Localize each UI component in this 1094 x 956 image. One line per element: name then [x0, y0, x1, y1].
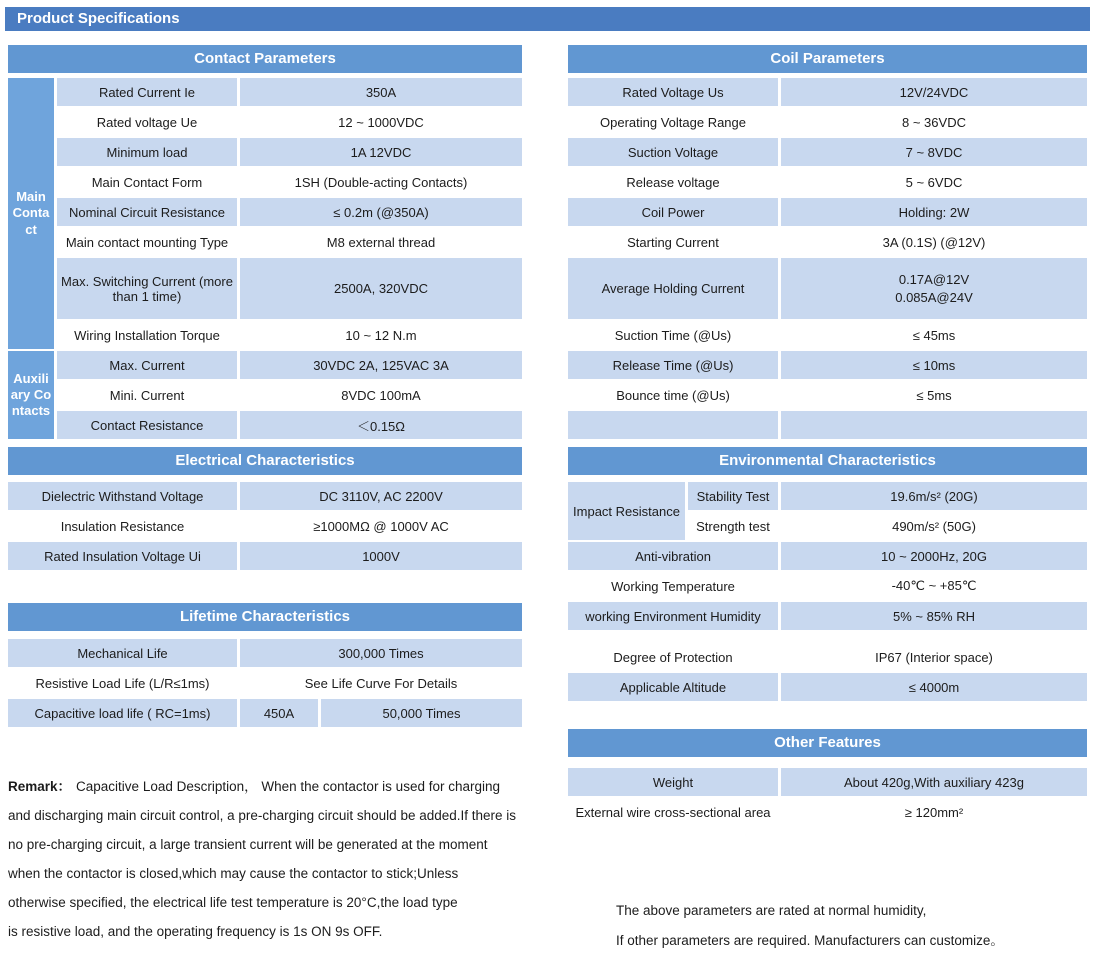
- multiline-value: 0.17A@12V 0.085A@24V: [895, 271, 973, 305]
- spec-value-cell: [781, 411, 1087, 439]
- section-title-environmental-characteristics: Environmental Characteristics: [568, 447, 1087, 475]
- spec-label-cell: Mini. Current: [109, 387, 185, 403]
- spec-label-cell: Rated Insulation Voltage Ui: [8, 542, 237, 570]
- table-row: [688, 482, 1087, 510]
- spec-value-cell: ≤ 0.2m (@350A): [240, 198, 522, 226]
- remark-line: no pre-charging circuit, a large transient current will be generated at the moment: [8, 837, 488, 852]
- impact-resistance-group: [568, 482, 1087, 540]
- remark-line: and discharging main circuit control, a pre-charging circuit should be added.If there is: [8, 808, 517, 823]
- spec-value-cell: 3A (0.1S) (@12V): [882, 234, 986, 250]
- remark-line: when the contactor is closed,which may cause the contactor to stick;Unless: [8, 866, 459, 881]
- spec-label-cell: Anti-vibration: [568, 542, 778, 570]
- spec-label-cell: Weight: [568, 768, 778, 796]
- side-label-auxiliary-contacts: Auxiliary Contacts: [8, 351, 54, 439]
- spec-label-cell: Capacitive load life ( RC=1ms): [8, 699, 237, 727]
- spec-value-cell: 1A 12VDC: [240, 138, 522, 166]
- spec-value-cell: 10 ~ 2000Hz, 20G: [781, 542, 1087, 570]
- spec-value-cell: Holding: 2W: [781, 198, 1087, 226]
- table-row: [8, 639, 522, 667]
- spec-value-cell: 19.6m/s² (20G): [781, 482, 1087, 510]
- spec-value-cell: ＜0.15Ω: [240, 411, 522, 439]
- table-row: [8, 482, 522, 510]
- right-column: [568, 45, 1087, 956]
- coil-parameters-table: [568, 78, 1087, 439]
- spec-label-cell: Minimum load: [57, 138, 237, 166]
- spec-label-cell: Wiring Installation Torque: [74, 327, 220, 343]
- spec-label-cell: Bounce time (@Us): [616, 387, 730, 403]
- table-row: [57, 78, 522, 106]
- table-row: [57, 258, 522, 319]
- spec-value-cell: ≤ 10ms: [781, 351, 1087, 379]
- spec-label-cell-impact-resistance: Impact Resistance: [568, 482, 685, 540]
- remark-line: is resistive load, and the operating frequency is 1s ON 9s OFF.: [8, 924, 383, 939]
- table-row: [568, 108, 1087, 136]
- spec-value-cell: 10 ~ 12 N.m: [345, 327, 417, 343]
- table-row: [568, 321, 1087, 349]
- spec-label-cell: Rated voltage Ue: [96, 114, 198, 130]
- table-row: [568, 798, 1087, 826]
- table-row: [568, 228, 1087, 256]
- spec-value-cell: [781, 258, 1087, 319]
- table-row: [568, 168, 1087, 196]
- table-row: [57, 168, 522, 196]
- spec-label-cell: Release voltage: [626, 174, 720, 190]
- footer-note: [568, 896, 1087, 956]
- spec-value-cell: 5 ~ 6VDC: [905, 174, 963, 190]
- spec-label-cell: working Environment Humidity: [568, 602, 778, 630]
- spec-value-cell: 1SH (Double-acting Contacts): [294, 174, 468, 190]
- auxiliary-contacts-rows: [57, 351, 522, 439]
- spec-value-cell: DC 3110V, AC 2200V: [240, 482, 522, 510]
- spec-value-cell: ≥1000MΩ @ 1000V AC: [313, 518, 449, 534]
- section-title-lifetime-characteristics: Lifetime Characteristics: [8, 603, 522, 631]
- spec-value-cell: About 420g,With auxiliary 423g: [781, 768, 1087, 796]
- table-row: [568, 602, 1087, 630]
- table-row: [8, 669, 522, 697]
- table-row: [568, 258, 1087, 319]
- remark-label: Remark：: [8, 779, 72, 794]
- table-row: [57, 138, 522, 166]
- table-row: [8, 512, 522, 540]
- table-row: [8, 542, 522, 570]
- main-contact-group: [8, 78, 522, 349]
- spec-label-cell: Max. Current: [57, 351, 237, 379]
- spec-label-cell: External wire cross-sectional area: [575, 804, 771, 820]
- table-row: [568, 351, 1087, 379]
- spec-label-cell: Suction Voltage: [568, 138, 778, 166]
- table-row-empty: [568, 411, 1087, 439]
- spec-value-cell: IP67 (Interior space): [875, 649, 993, 665]
- spec-label-cell: Applicable Altitude: [568, 673, 778, 701]
- spec-label-cell: Degree of Protection: [613, 649, 733, 665]
- spec-label-cell: Release Time (@Us): [568, 351, 778, 379]
- table-row: [688, 512, 1087, 540]
- spec-value-cell: 300,000 Times: [240, 639, 522, 667]
- remark-paragraph: [8, 772, 522, 946]
- spec-label-cell: Rated Voltage Us: [568, 78, 778, 106]
- spec-label-cell: Working Temperature: [611, 578, 735, 594]
- page-title: Product Specifications: [5, 7, 1090, 31]
- spec-label-cell: Insulation Resistance: [60, 518, 185, 534]
- table-row: [568, 542, 1087, 570]
- spec-label-cell: Nominal Circuit Resistance: [57, 198, 237, 226]
- spec-value-cell: See Life Curve For Details: [304, 675, 458, 691]
- lifetime-characteristics-table: [8, 639, 522, 727]
- spec-label-cell: Main contact mounting Type: [65, 234, 229, 250]
- spec-label-cell: Resistive Load Life (L/R≤1ms): [35, 675, 210, 691]
- spec-label-cell: Coil Power: [568, 198, 778, 226]
- spec-value-cell: 350A: [240, 78, 522, 106]
- spec-value-cell-current: 450A: [240, 699, 318, 727]
- spec-value-cell: 490m/s² (50G): [892, 518, 976, 534]
- auxiliary-contacts-group: [8, 351, 522, 439]
- spec-sublabel-cell: Stability Test: [688, 482, 778, 510]
- spec-label-cell: Operating Voltage Range: [600, 114, 746, 130]
- table-row: [57, 198, 522, 226]
- spec-label-cell: Main Contact Form: [91, 174, 203, 190]
- table-row: [57, 108, 522, 136]
- environmental-characteristics-table: [568, 482, 1087, 701]
- table-row: [568, 643, 1087, 671]
- spec-value-cell: 12V/24VDC: [781, 78, 1087, 106]
- left-column: [8, 45, 522, 946]
- spec-value-cell: -40℃ ~ +85℃: [891, 578, 977, 593]
- table-row: [568, 673, 1087, 701]
- table-row: [568, 381, 1087, 409]
- spec-value-cell: ≤ 45ms: [912, 327, 956, 343]
- spec-label-cell: Max. Switching Current (more than 1 time): [57, 258, 237, 319]
- spec-value-cell: 5% ~ 85% RH: [781, 602, 1087, 630]
- side-label-main-contact: Main Contact: [8, 78, 54, 349]
- table-row: [568, 138, 1087, 166]
- table-row: [568, 572, 1087, 600]
- spec-value-cell: 30VDC 2A, 125VAC 3A: [240, 351, 522, 379]
- section-title-electrical-characteristics: Electrical Characteristics: [8, 447, 522, 475]
- spec-value-cell-times: 50,000 Times: [321, 699, 522, 727]
- remark-line: otherwise specified, the electrical life test temperature is 20°C,the load type: [8, 895, 458, 910]
- table-row: [568, 78, 1087, 106]
- spec-sublabel-cell: Strength test: [696, 518, 770, 534]
- section-title-other-features: Other Features: [568, 729, 1087, 757]
- contact-parameters-table: [8, 78, 522, 439]
- spec-value-cell: 2500A, 320VDC: [240, 258, 522, 319]
- table-row: [8, 699, 522, 727]
- spec-label-cell: Average Holding Current: [568, 258, 778, 319]
- other-features-table: [568, 768, 1087, 826]
- spec-label-cell: Dielectric Withstand Voltage: [8, 482, 237, 510]
- spec-value-cell: 12 ~ 1000VDC: [338, 114, 424, 130]
- spec-label-cell: Starting Current: [627, 234, 719, 250]
- spec-value-cell: M8 external thread: [326, 234, 436, 250]
- spec-label-cell: [568, 411, 778, 439]
- table-row: [57, 411, 522, 439]
- table-row: [568, 198, 1087, 226]
- main-contact-rows: [57, 78, 522, 349]
- spec-value-cell: ≤ 4000m: [781, 673, 1087, 701]
- spec-label-cell: Contact Resistance: [57, 411, 237, 439]
- remark-line: Remark： Capacitive Load Description， When the contactor is used for charging: [8, 779, 501, 794]
- table-row: [57, 381, 522, 409]
- impact-resistance-rows: [688, 482, 1087, 540]
- table-row: [568, 768, 1087, 796]
- table-row: [57, 228, 522, 256]
- spec-value-cell: 1000V: [240, 542, 522, 570]
- footer-line: The above parameters are rated at normal humidity,: [616, 903, 927, 918]
- spec-value-cell: ≥ 120mm²: [904, 804, 964, 820]
- spec-value-cell: 8 ~ 36VDC: [902, 114, 966, 130]
- spec-value-cell: 8VDC 100mA: [341, 387, 421, 403]
- table-row: [57, 321, 522, 349]
- section-title-contact-parameters: Contact Parameters: [8, 45, 522, 73]
- footer-line: If other parameters are required. Manufacturers can customize。: [616, 933, 1004, 948]
- spec-value-cell: 7 ~ 8VDC: [781, 138, 1087, 166]
- spec-value-cell: ≤ 5ms: [916, 387, 952, 403]
- table-row: [57, 351, 522, 379]
- section-title-coil-parameters: Coil Parameters: [568, 45, 1087, 73]
- spec-label-cell: Suction Time (@Us): [614, 327, 732, 343]
- spec-label-cell: Rated Current Ie: [57, 78, 237, 106]
- spec-label-cell: Mechanical Life: [8, 639, 237, 667]
- electrical-characteristics-table: [8, 482, 522, 570]
